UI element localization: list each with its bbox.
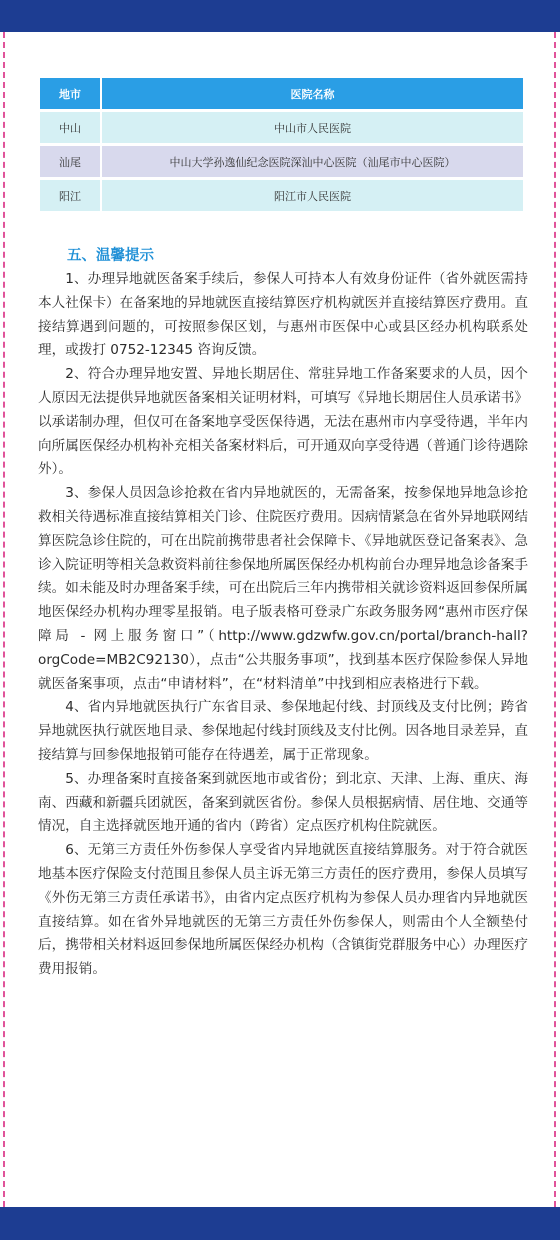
left-dashed-border — [3, 32, 5, 1207]
table-header-row — [40, 78, 523, 109]
hospital-cell: 中山市人民医院 — [102, 112, 523, 143]
header-city: 地市 — [40, 78, 102, 109]
hospital-cell: 阳江市人民医院 — [102, 180, 523, 211]
bottom-banner — [0, 1207, 560, 1240]
table-row — [40, 146, 523, 177]
tip-paragraph: 6、无第三方责任外伤参保人享受省内异地就医直接结算服务。对于符合就医地基本医疗保险支付范围且参保人员主诉无第三方责任的医疗费用，参保人员填写《外伤无第三方责任承诺书》，由省内定点医疗机构为参保人员办理省内异地就医直接结算。如在省外异地就医的无第三方责任外伤参保人，则需由个人全额垫付后，携带相关材料返回参保地所属医保经办机构（含镇街党群服务中心）办理医疗费用报销。 — [38, 842, 528, 978]
tip-paragraph: 4、省内异地就医执行广东省目录、参保地起付线、封顶线及支付比例；跨省异地就医执行就医地目录、参保地起付线封顶线及支付比例。因各地目录差异，直接结算与回参保地报销可能存在待遇差，属于正常现象。 — [38, 699, 528, 763]
right-dashed-border — [554, 32, 556, 1207]
header-hospital-name: 医院名称 — [102, 78, 523, 109]
city-cell: 阳江 — [40, 180, 102, 211]
top-banner — [0, 0, 560, 32]
tip-paragraph: 2、符合办理异地安置、异地长期居住、常驻异地工作备案要求的人员，因个人原因无法提供异地就医备案相关证明材料，可填写《异地长期居住人员承诺书》以承诺制办理，但仅可在备案地享受医保待遇，无法在惠州市内享受待遇，半年内向所属医保经办机构补充相关备案材料后，可开通双向享受待遇（普通门诊待遇除外）。 — [38, 366, 528, 478]
city-cell: 汕尾 — [40, 146, 102, 177]
tip-paragraph: 1、办理异地就医备案手续后，参保人可持本人有效身份证件（省外就医需持本人社保卡）在备案地的异地就医直接结算医疗机构就医并直接结算医疗费用。直接结算遇到问题的，可按照参保区划，与惠州市医保中心或县区经办机构联系处理，或拨打 0752-12345 咨询反馈。 — [38, 271, 528, 359]
table-row — [40, 112, 523, 143]
table-row — [40, 180, 523, 211]
hospital-cell: 中山大学孙逸仙纪念医院深汕中心医院（汕尾市中心医院） — [102, 146, 523, 177]
tips-content — [38, 268, 528, 982]
hospital-table — [40, 75, 523, 214]
tip-paragraph: 3、参保人员因急诊抢救在省内异地就医的，无需备案，按参保地异地急诊抢救相关待遇标准直接结算相关门诊、住院医疗费用。因病情紧急在省外异地联网结算医院急诊住院的，可在出院前携带患者社会保障卡、《异地就医登记备案表》、急诊入院证明等相关急救资料前往参保地所属医保经办机构前台办理异地急诊备案手续。如未能及时办理备案手续，可在出院后三年内携带相关就诊资料返回参保所属地医保经办机构办理零星报销。电子版表格可登录广东政务服务网“惠州市医疗保障局 - 网上服务窗口”（http://www.gdzwfw.gov.cn/portal/branch-hall?orgCode=MB2C92130），点击“公共服务事项”，找到基本医疗保险参保人异地就医备案事项，点击“申请材料”，在“材料清单”中找到相应表格进行下载。 — [38, 485, 528, 692]
city-cell: 中山 — [40, 112, 102, 143]
tip-paragraph: 5、办理备案时直接备案到就医地市或省份；到北京、天津、上海、重庆、海南、西藏和新疆兵团就医，备案到就医省份。参保人员根据病情、居住地、交通等情况，自主选择就医地开通的省内（跨省）定点医疗机构住院就医。 — [38, 770, 528, 835]
section-heading: 五、温馨提示 — [67, 248, 154, 264]
